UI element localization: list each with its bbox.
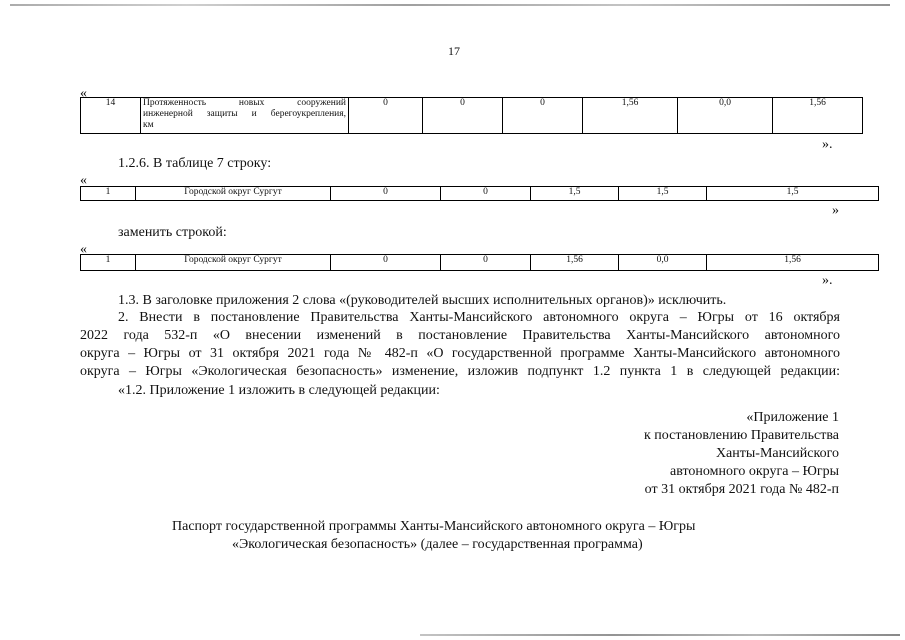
table-cell: 0,0 [678,98,773,134]
passport-title-line2: «Экологическая безопасность» (далее – государственная программа) [232,537,643,552]
row-name-line2: инженерной защиты и берегоукрепления, [143,109,346,119]
paragraph-1-2-6: 1.2.6. В таблице 7 строку: [118,156,272,171]
table-cell: 0 [503,98,583,134]
paragraph-2-line3: округа – Югры от 31 октября 2021 года № 482-п «О государственной программе Ханты-Мансийского автономного [80,346,840,361]
table-cell: 1,56 [531,255,619,271]
close-quote: » [832,203,839,218]
appendix-line5: от 31 октября 2021 года № 482-п [644,482,839,497]
table-cell: 0 [423,98,503,134]
row-name [141,98,349,134]
appendix-line2: к постановлению Правительства [643,428,839,443]
scan-artifact-bottom [420,634,900,636]
paragraph-1-2: «1.2. Приложение 1 изложить в следующей редакции: [118,383,440,398]
table-cell: 1,56 [707,255,879,271]
table-cell: 0 [441,255,531,271]
table-cell: 1,5 [707,187,879,201]
appendix-line1: «Приложение 1 [746,410,839,425]
table-cell: 0 [349,98,423,134]
row-number: 14 [81,98,141,134]
passport-title-line1: Паспорт государственной программы Ханты-Мансийского автономного округа – Югры [172,519,696,534]
row-number: 1 [81,187,136,201]
table-cell: 0 [331,255,441,271]
table-cell: 1,56 [583,98,678,134]
paragraph-2-line2: 2022 года 532-п «О внесении изменений в постановление Правительства Ханты-Мансийского автономного [80,328,840,343]
table-cell: 0 [331,187,441,201]
row-name-line3: км [143,120,154,130]
close-quote: ». [822,273,833,288]
open-quote: « [80,242,87,257]
table-cell: 0 [441,187,531,201]
paragraph-2-line1: 2. Внести в постановление Правительства Ханты-Мансийского автономного округа – Югры от 16 октября [118,310,840,325]
paragraph-2-line4: округа – Югры «Экологическая безопасность» изменение, изложив подпункт 1.2 пункта 1 в следующей редакции: [80,364,840,379]
table7-new-row [80,254,879,271]
scan-artifact-top [10,4,890,6]
row-name-line1: Протяженность новых сооружений [143,98,346,108]
table-row-14 [80,97,863,134]
open-quote: « [80,86,87,101]
table-cell: 0,0 [619,255,707,271]
row-name: Городской округ Сургут [136,187,331,201]
row-number: 1 [81,255,136,271]
table7-old-row [80,186,879,201]
open-quote: « [80,173,87,188]
paragraph-1-3: 1.3. В заголовке приложения 2 слова «(руководителей высших исполнительных органов)» исключить. [118,293,727,308]
table-cell: 1,56 [773,98,863,134]
page-number: 17 [448,44,460,58]
replace-text: заменить строкой: [118,225,227,240]
table-cell: 1,5 [619,187,707,201]
table-cell: 1,5 [531,187,619,201]
appendix-line3: Ханты-Мансийского [715,446,839,461]
close-quote: ». [822,137,833,152]
row-name: Городской округ Сургут [136,255,331,271]
appendix-line4: автономного округа – Югры [670,464,839,479]
